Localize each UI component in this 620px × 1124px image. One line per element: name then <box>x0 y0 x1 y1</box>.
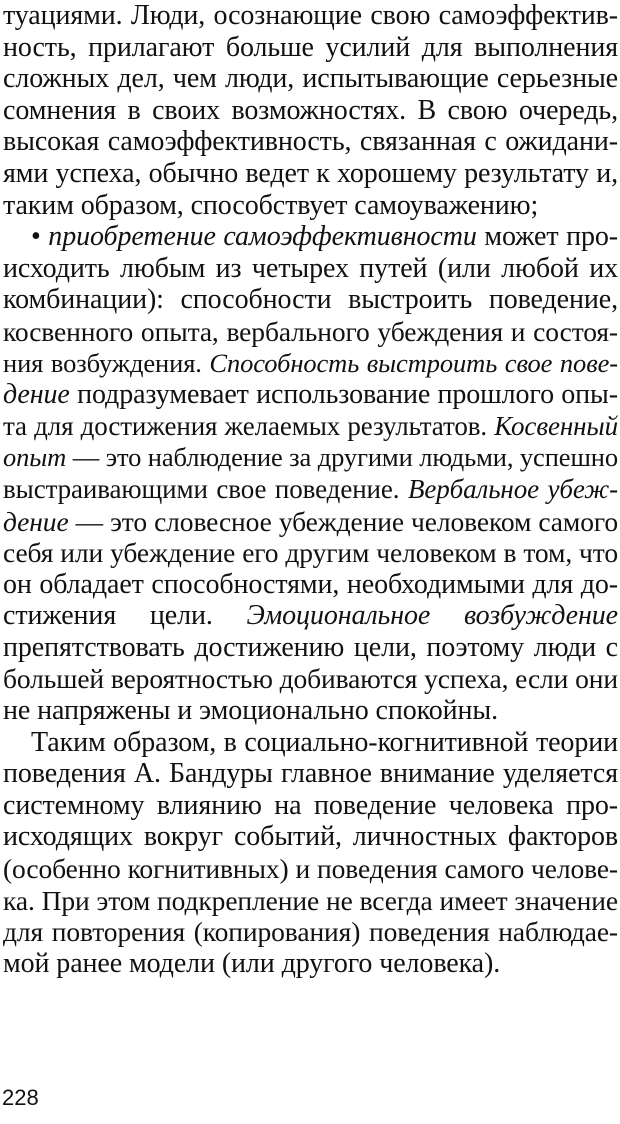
text-segment: сомнения в своих возможностях. В свою очередь, <box>3 94 618 126</box>
text-line <box>3 442 618 474</box>
text-line <box>3 253 618 285</box>
text-segment: ка. При этом подкрепление не всегда имеет значение <box>3 884 618 916</box>
text-line <box>3 190 618 222</box>
text-segment: таким образом, способствует самоуважению; <box>3 189 539 221</box>
text-segment: ность, прилагают больше усилий для выполнения <box>3 31 618 63</box>
text-segment: — это словесное убеждение человеком самого <box>68 505 618 537</box>
text-line <box>3 221 618 253</box>
text-line <box>3 0 618 32</box>
page-number: 228 <box>2 1085 39 1110</box>
text-segment: может про- <box>476 221 618 253</box>
text-line <box>3 284 618 316</box>
body-text <box>3 0 618 979</box>
text-line <box>3 379 618 411</box>
text-segment: ями успеха, обычно ведет к хорошему результату и, <box>3 157 618 189</box>
text-line <box>3 790 618 822</box>
text-segment: выстраивающими свое поведение. <box>3 473 408 504</box>
text-segment: ния возбуждения. <box>3 347 210 378</box>
text-segment: сложных дел, чем люди, испытывающие серьезные <box>3 63 618 95</box>
text-line <box>3 316 618 348</box>
text-line <box>3 600 618 632</box>
italic-term: Эмоциональное возбуждение <box>246 600 618 632</box>
text-line <box>3 663 618 695</box>
text-segment: себя или убеждение его другим человеком в том, что <box>3 537 618 569</box>
italic-term: Косвенный <box>494 410 618 441</box>
text-line <box>3 32 618 64</box>
text-line <box>3 95 618 127</box>
text-line <box>3 727 618 759</box>
text-segment: не напряжены и эмоционально спокойны. <box>3 695 499 727</box>
text-segment: подразумевает использование прошлого опы- <box>69 379 618 411</box>
text-line <box>3 821 618 853</box>
text-line <box>3 632 618 664</box>
text-segment: исходящих вокруг событий, личностных факторов <box>3 821 618 853</box>
text-segment: • <box>31 221 49 253</box>
text-segment: он обладает способностями, необходимыми для до- <box>3 568 618 600</box>
text-line <box>3 348 618 380</box>
text-segment: препятствовать достижению цели, поэтому люди с <box>3 631 618 663</box>
italic-term: опыт <box>3 442 67 473</box>
text-line <box>3 569 618 601</box>
text-segment: косвенного опыта, вербального убеждения и состоя- <box>3 315 618 347</box>
text-line <box>3 411 618 443</box>
text-segment: туациями. Люди, осознающие свою самоэффектив- <box>3 0 618 31</box>
text-segment: комбинации): способности выстроить поведение, <box>3 284 618 316</box>
text-segment: та для достижения желаемых результатов. <box>3 410 495 441</box>
text-line <box>3 126 618 158</box>
text-segment: системному влиянию на поведение человека про- <box>3 789 618 821</box>
italic-term: Вербальное убеж- <box>407 473 618 504</box>
text-segment: для повторения (копирования) поведения наблюдае- <box>3 916 618 948</box>
text-line <box>3 853 618 885</box>
text-line <box>3 758 618 790</box>
text-segment: — это наблюдение за другими людьми, успешно <box>66 442 618 473</box>
text-line <box>3 948 618 980</box>
text-segment: (особенно когнитивных) и поведения самого челове- <box>3 853 618 885</box>
text-line <box>3 916 618 948</box>
text-segment: стижения цели. <box>3 600 247 632</box>
text-segment: поведения А. Бандуры главное внимание уделяется <box>3 758 618 790</box>
text-line <box>3 63 618 95</box>
text-segment: Таким образом, в социально-когнитивной теории <box>31 726 618 758</box>
italic-term: дение <box>3 379 70 411</box>
text-line <box>3 537 618 569</box>
text-line <box>3 695 618 727</box>
text-segment: большей вероятностью добиваются успеха, если они <box>3 663 618 695</box>
text-segment: исходить любым из четырех путей (или любой их <box>3 252 618 284</box>
text-line <box>3 158 618 190</box>
italic-term: Способность выстроить свое пове- <box>209 347 618 378</box>
text-line <box>3 506 618 538</box>
text-segment: мой ранее модели (или другого человека). <box>3 947 501 979</box>
text-line <box>3 885 618 917</box>
italic-term: дение <box>3 505 69 537</box>
text-line <box>3 474 618 506</box>
text-segment: высокая самоэффективность, связанная с ожидани- <box>3 126 618 158</box>
italic-term: приобретение самоэффективности <box>48 221 477 253</box>
